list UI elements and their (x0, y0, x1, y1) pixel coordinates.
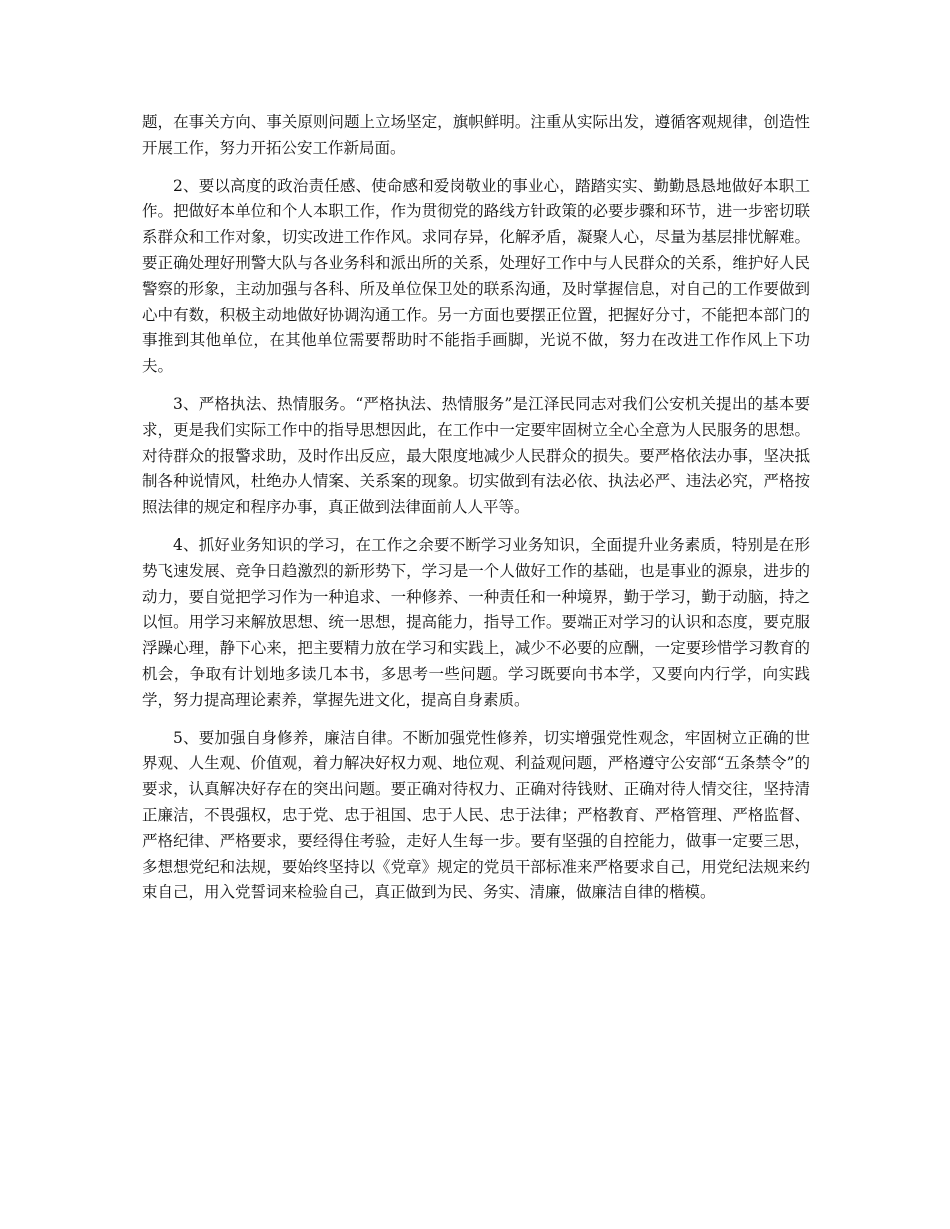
paragraph-item-4: 4、抓好业务知识的学习，在工作之余要不断学习业务知识，全面提升业务素质，特别是在形势飞速发展、竞争日趋激烈的新形势下，学习是一个人做好工作的基础，也是事业的源泉，进步的动力，要自觉把学习作为一种追求、一种修养、一种责任和一种境界，勤于学习，勤于动脑，持之以恒。用学习来解放思想、统一思想，提高能力，指导工作。要端正对学习的认识和态度，要克服浮躁心理，静下心来，把主要精力放在学习和实践上，减少不必要的应酬，一定要珍惜学习教育的机会，争取有计划地多读几本书，多思考一些问题。学习既要向书本学，又要向内行学，向实践学，努力提高理论素养，掌握先进文化，提高自身素质。 (142, 535, 810, 709)
paragraph-continuation: 题，在事关方向、事关原则问题上立场坚定，旗帜鲜明。注重从实际出发，遵循客观规律，创造性开展工作，努力开拓公安工作新局面。 (142, 113, 810, 157)
paragraph-item-5: 5、要加强自身修养，廉洁自律。不断加强党性修养，切实增强党性观念，牢固树立正确的世界观、人生观、价值观，着力解决好权力观、地位观、利益观问题，严格遵守公安部“五条禁令”的要求，认真解决好存在的突出问题。要正确对待权力、正确对待钱财、正确对待人情交往，坚持清正廉洁，不畏强权，忠于党、忠于祖国、忠于人民、忠于法律；严格教育、严格管理、严格监督、严格纪律、严格要求，要经得住考验，走好人生每一步。要有坚强的自控能力，做事一定要三思，多想想党纪和法规，要始终坚持以《党章》规定的党员干部标准来严格要求自己，用党纪法规来约束自己，用入党誓词来检验自己，真正做到为民、务实、清廉，做廉洁自律的楷模。 (142, 728, 810, 902)
paragraph-item-2: 2、要以高度的政治责任感、使命感和爱岗敬业的事业心，踏踏实实、勤勤恳恳地做好本职工作。把做好本单位和个人本职工作，作为贯彻党的路线方针政策的必要步骤和环节，进一步密切联系群众和工作对象，切实改进工作作风。求同存异，化解矛盾，凝聚人心，尽量为基层排忧解难。要正确处理好刑警大队与各业务科和派出所的关系，处理好工作中与人民群众的关系，维护好人民警察的形象，主动加强与各科、所及单位保卫处的联系沟通，及时掌握信息，对自己的工作要做到心中有数，积极主动地做好协调沟通工作。另一方面也要摆正位置，把握好分寸，不能把本部门的事推到其他单位，在其他单位需要帮助时不能指手画脚，光说不做，努力在改进工作作风上下功夫。 (142, 176, 810, 376)
paragraph-item-3: 3、严格执法、热情服务。“严格执法、热情服务”是江泽民同志对我们公安机关提出的基本要求，更是我们实际工作中的指导思想因此，在工作中一定要牢固树立全心全意为人民服务的思想。对待群众的报警求助，及时作出反应，最大限度地减少人民群众的损失。要严格依法办事，坚决抵制各种说情风，杜绝办人情案、关系案的现象。切实做到有法必依、执法必严、违法必究，严格按照法律的规定和程序办事，真正做到法律面前人人平等。 (142, 394, 810, 517)
document-page (142, 110, 810, 918)
